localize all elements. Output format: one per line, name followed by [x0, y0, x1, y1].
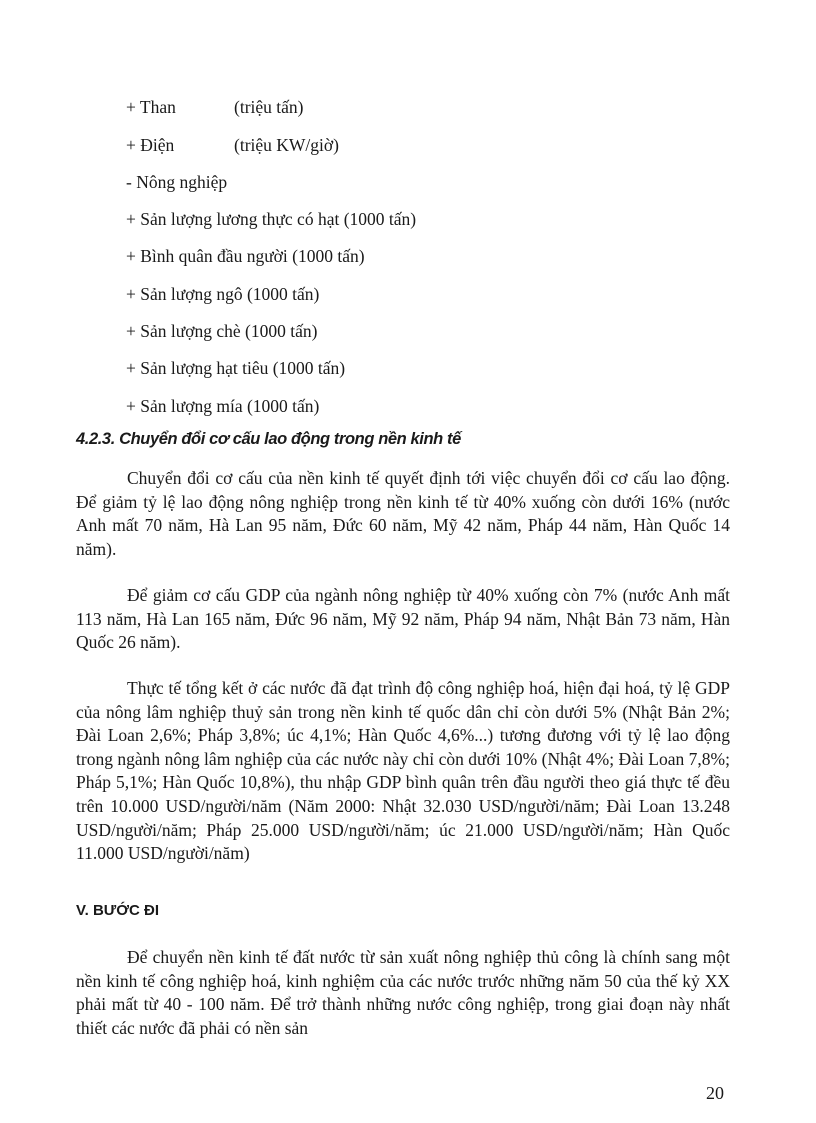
list-item-label: + Điện [126, 135, 175, 155]
list-item-nong-nghiep: - Nông nghiệp [126, 172, 228, 192]
list-item: + Sản lượng ngô (1000 tấn) [126, 284, 320, 304]
list-item-unit: (triệu KW/giờ) [234, 135, 339, 155]
list-item: + Bình quân đầu người (1000 tấn) [126, 246, 365, 266]
paragraph: Để giảm cơ cấu GDP của ngành nông nghiệp từ 40% xuống còn 7% (nước Anh mất 113 năm, Hà Lan 165 năm, Đức 96 năm, Mỹ 92 năm, Pháp 94 năm, Nhật Bản 73 năm, Hàn Quốc 26 năm). [76, 585, 730, 653]
section-heading-4-2-3: 4.2.3. Chuyển đổi cơ cấu lao động trong nền kinh tế [76, 430, 461, 448]
paragraph: Chuyển đổi cơ cấu của nền kinh tế quyết định tới việc chuyển đổi cơ cấu lao động. Để giảm tỷ lệ lao động nông nghiệp trong nền kinh tế từ 40% xuống còn dưới 16% (nước Anh mất 70 năm, Hà Lan 95 năm, Đức 60 năm, Mỹ 42 năm, Pháp 44 năm, Hàn Quốc 14 năm). [76, 468, 730, 559]
list-item: + Sản lượng lương thực có hạt (1000 tấn) [126, 209, 417, 229]
paragraph: Thực tế tổng kết ở các nước đã đạt trình độ công nghiệp hoá, hiện đại hoá, tỷ lệ GDP của nông lâm nghiệp thuỷ sản trong nền kinh tế quốc dân chỉ còn dưới 5% (Nhật Bản 2%; Đài Loan 2,6%; Pháp 3,8%; úc 4,1%; Hàn Quốc 4,6%...) tương đương với tỷ lệ lao động trong ngành nông lâm nghiệp của các nước này chỉ còn dưới 10% (Nhật 4%; Đài Loan 7,8%; Pháp 5,1%; Hàn Quốc 10,8%), thu nhập GDP bình quân trên đầu người theo giá thực tế đều trên 10.000 USD/người/năm (Năm 2000: Nhật 32.030 USD/người/năm; Đài Loan 13.248 USD/người/năm; Pháp 25.000 USD/người/năm; úc 21.000 USD/người/năm; Hàn Quốc 11.000 USD/người/năm) [76, 678, 730, 864]
section-heading-v: V. BƯỚC ĐI [76, 902, 160, 919]
page-number: 20 [706, 1083, 724, 1103]
paragraph: Để chuyển nền kinh tế đất nước từ sản xuất nông nghiệp thủ công là chính sang một nền kinh tế công nghiệp hoá, kinh nghiệm của các nước trước những năm 50 của thế kỷ XX phải mất từ 40 - 100 năm. Để trở thành những nước công nghiệp, trong giai đoạn này nhất thiết các nước đã phải có nền sản [76, 947, 730, 1038]
list-item: + Sản lượng chè (1000 tấn) [126, 321, 318, 341]
list-item-than [126, 96, 304, 118]
list-item-label: + Than [126, 97, 176, 117]
list-item: + Sản lượng hạt tiêu (1000 tấn) [126, 358, 346, 378]
list-item: + Sản lượng mía (1000 tấn) [126, 396, 320, 416]
list-item-dien [126, 134, 339, 156]
list-item-unit: (triệu tấn) [234, 97, 304, 117]
